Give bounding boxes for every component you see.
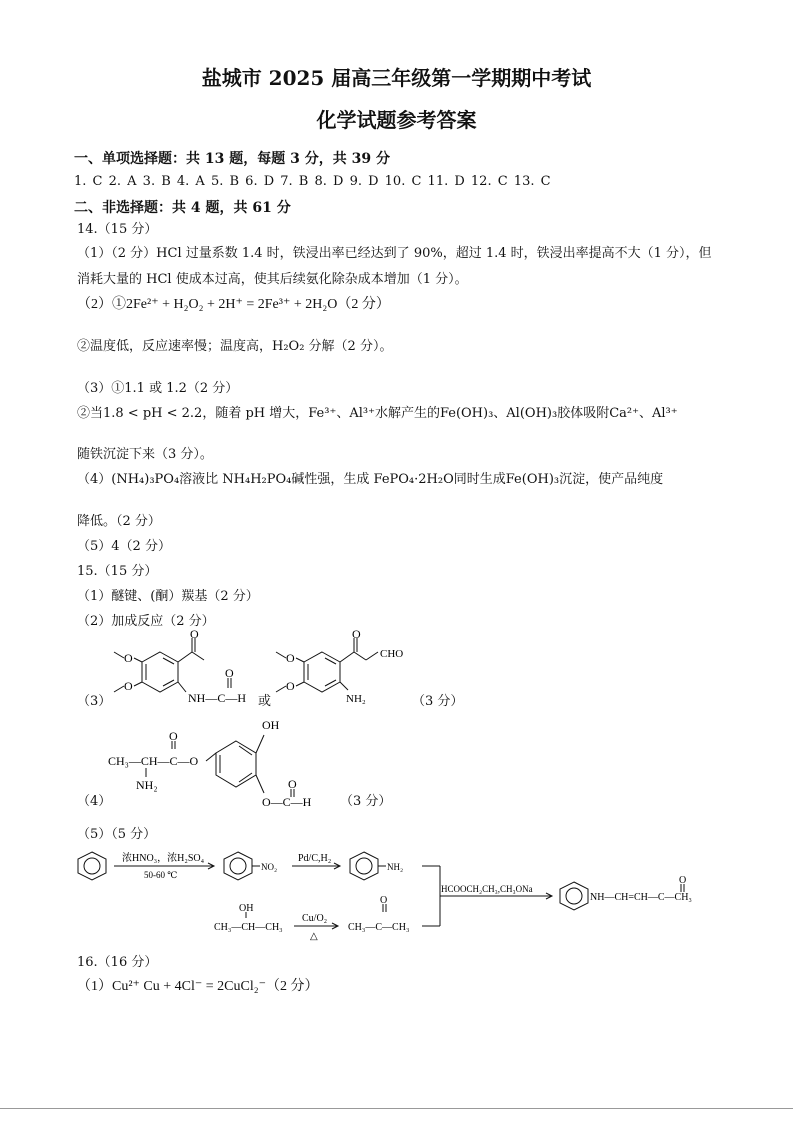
- q15-structure-3b: [272, 630, 422, 710]
- q14-a3-part1: （3）①1.1 或 1.2（2 分）: [77, 381, 239, 396]
- scheme-product: NH—CH=CH—C—CH₃: [590, 892, 692, 903]
- scheme-alcohol: CH₃—CH—CH₃: [214, 922, 283, 933]
- scheme-reagent2: Pd/C,H₂: [298, 853, 332, 864]
- q14-a1-line2: 消耗大量的 HCl 使成本过高，使其后续氨化除杂成本增加（1 分）。: [77, 272, 468, 287]
- scheme-product-o: O: [679, 875, 687, 886]
- scheme-reagent1: 浓HNO₃，浓H₂SO₄: [122, 853, 205, 864]
- section-heading-choice: 一、单项选择题：共 13 题，每题 3 分，共 39 分: [74, 151, 390, 167]
- q14-a2-equation: （2）①2Fe²⁺ + H₂O₂ + 2H⁺ = 2Fe³⁺ + 2H₂O（2 分）: [77, 297, 390, 312]
- scheme-heat: △: [310, 931, 318, 942]
- q14-title: 14.（15 分）: [77, 222, 158, 237]
- q14-a5: （5）4（2 分）: [77, 539, 171, 554]
- section-heading-nonchoice: 二、非选择题：共 4 题，共 61 分: [74, 200, 291, 216]
- q14-a2-part2: ②温度低，反应速率慢；温度高，H₂O₂ 分解（2 分）。: [77, 339, 393, 354]
- q15-structure-4: [104, 713, 344, 823]
- q15-a2: （2）加成反应（2 分）: [77, 614, 215, 629]
- struct3b-cho: CHO: [380, 648, 404, 660]
- q15-a1: （1）醚键、(酮）羰基（2 分）: [77, 589, 259, 604]
- q15-a3-score: （3 分）: [412, 694, 464, 709]
- q15-title: 15.（15 分）: [77, 564, 158, 579]
- struct4-chain: CH₃—CH—C—O: [108, 754, 199, 768]
- struct3a-o1: O: [124, 651, 133, 665]
- q14-a3-part2-line2: 随铁沉淀下来（3 分）。: [77, 447, 213, 462]
- scheme-reagent4: HCOOCH₂CH₃,CH₃ONa: [441, 884, 533, 894]
- struct4-nh2: NH₂: [136, 778, 158, 792]
- struct4-ester-o: O: [169, 729, 178, 743]
- struct4-formate-o: O: [288, 777, 297, 791]
- struct3a-o2: O: [124, 679, 133, 693]
- q15-a5-label: （5）（5 分）: [77, 827, 157, 842]
- scheme-ketone-o: O: [380, 895, 388, 906]
- q15-synthesis-scheme: [72, 842, 732, 942]
- struct3b-nh2: NH₂: [346, 693, 366, 705]
- choice-answers: 1. C 2. A 3. B 4. A 5. B 6. D 7. B 8. D 9. D 10. C 11. D 12. C 13. C: [74, 174, 551, 189]
- q16-title: 16.（16 分）: [77, 955, 158, 970]
- struct3b-o2: O: [286, 679, 295, 693]
- struct3a-ketone-o: O: [190, 630, 199, 641]
- q14-a4-line1: （4）(NH₄)₃PO₄溶液比 NH₄H₂PO₄碱性强，生成 FePO₄·2H₂O同时生成Fe(OH)₃沉淀，使产品纯度: [77, 472, 664, 487]
- scheme-reagent1-temp: 50-60 ℃: [144, 870, 178, 880]
- q16-a1: （1）Cu²⁺ Cu + 4Cl⁻ = 2CuCl₂⁻（2 分）: [77, 979, 319, 994]
- scheme-alcohol-oh: OH: [239, 903, 254, 914]
- q15-structure-3a: [100, 630, 260, 720]
- struct4-formate: O—C—H: [262, 795, 312, 809]
- q14-a3-part2-line1: ②当1.8 < pH < 2.2，随着 pH 增大，Fe³⁺、Al³⁺水解产生的Fe(OH)₃、Al(OH)₃胶体吸附Ca²⁺、Al³⁺: [77, 406, 678, 421]
- struct3b-ketone-o: O: [352, 630, 361, 641]
- q15-a4-label: （4）: [77, 794, 112, 809]
- scheme-nitro: NO₂: [261, 862, 278, 872]
- struct4-oh: OH: [262, 718, 280, 732]
- bottom-rule: [0, 1108, 793, 1109]
- q14-a4-line2: 降低。（2 分）: [77, 514, 161, 529]
- q14-a1-line1: （1）（2 分）HCl 过量系数 1.4 时，铁浸出率已经达到了 90%，超过 1.4 时，铁浸出率提高不大（1 分），但: [77, 246, 712, 261]
- q15-a4-score: （3 分）: [340, 794, 392, 809]
- struct3b-o1: O: [286, 651, 295, 665]
- page-subtitle: 化学试题参考答案: [316, 108, 477, 132]
- scheme-amine: NH₂: [387, 862, 404, 872]
- q15-a3-or: 或: [258, 694, 272, 709]
- page-title: 盐城市 2025 届高三年级第一学期期中考试: [201, 66, 592, 90]
- struct3a-nh: NH—C—H: [188, 691, 247, 705]
- struct3a-formyl-o: O: [225, 666, 234, 680]
- q15-a3-label: （3）: [77, 694, 112, 709]
- scheme-ketone: CH₃—C—CH₃: [348, 922, 410, 933]
- scheme-reagent3: Cu/O₂: [302, 913, 328, 924]
